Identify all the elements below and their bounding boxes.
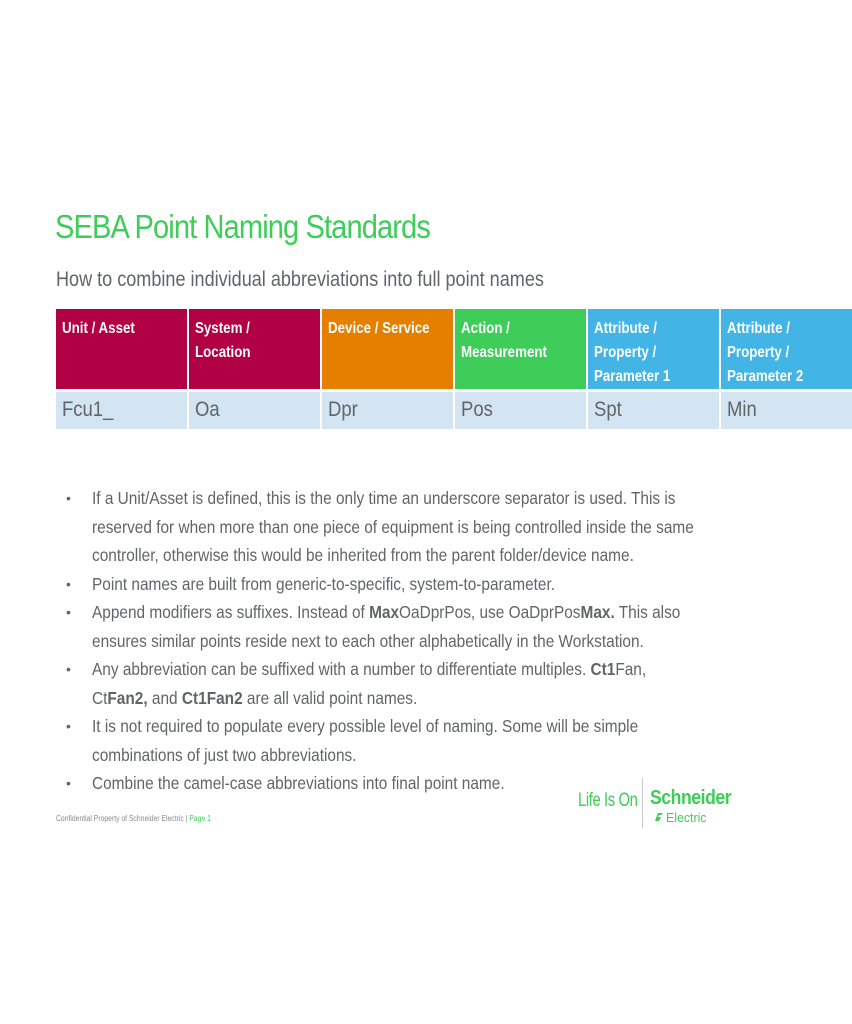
- table-cell: [588, 389, 721, 429]
- life-is-on-tagline: Life Is On: [578, 790, 638, 811]
- table-header-label: Attribute / Property / Parameter 1: [594, 320, 671, 385]
- schneider-wordmark: Schneider: [650, 787, 732, 809]
- table-header-label: Attribute / Property / Parameter 2: [727, 320, 804, 385]
- bullet-text-bold: Fan2,: [107, 687, 148, 708]
- list-item: [66, 598, 706, 655]
- table-cell: [322, 389, 455, 429]
- table-header-cell: [588, 309, 721, 389]
- bullet-text-run: OaDprPos, use OaDprPos: [399, 602, 581, 622]
- bullet-text: [92, 484, 699, 570]
- table-cell-value: Min: [727, 398, 757, 421]
- list-item: [66, 484, 706, 570]
- bullet-text-bold: Max.: [580, 602, 615, 622]
- table-header-cell: [56, 309, 189, 389]
- bullet-icon: •: [66, 490, 71, 506]
- bullet-text: [92, 712, 699, 769]
- list-item: [66, 655, 706, 712]
- bullet-text-run: If a Unit/Asset is defined, this is the only time an underscore separator is used. This is reserved for when more than one piece of equipment is being controlled inside the same controller, otherwise this would be inherited from the parent folder/device name.: [92, 488, 694, 565]
- bullet-text-bold: Ct1: [590, 659, 616, 679]
- table-header-cell: [721, 309, 852, 389]
- page-subtitle: How to combine individual abbreviations into full point names: [56, 268, 544, 291]
- table-header-label: Action / Measurement: [461, 320, 547, 361]
- bullet-icon: •: [66, 604, 71, 620]
- bullet-text: [92, 598, 699, 655]
- table-header-cell: [322, 309, 455, 389]
- table-cell-value: Oa: [195, 398, 220, 421]
- table-cell: [455, 389, 588, 429]
- table-header-label: System / Location: [195, 320, 251, 361]
- bullet-text-run: This also ensures similar points reside next to each other alphabetically in the Workstation.: [92, 602, 681, 651]
- bullet-text-run: Any abbreviation can be suffixed with a number to differentiate multiples.: [92, 659, 591, 679]
- list-item: [66, 570, 706, 599]
- bullet-icon: •: [66, 775, 71, 791]
- table-row: [56, 389, 852, 429]
- table-cell-value: Dpr: [328, 398, 358, 421]
- bullet-text-run: It is not required to populate every possible level of naming. Some will be simple combinations of just two abbreviations.: [92, 716, 639, 765]
- table-header-cell: [455, 309, 588, 389]
- bullet-text: [92, 655, 699, 712]
- bullet-list: [66, 484, 706, 798]
- bullet-text-run: Point names are built from generic-to-specific, system-to-parameter.: [92, 573, 556, 594]
- bullet-text-run: are all valid point names.: [242, 687, 418, 708]
- table-cell: [721, 389, 852, 429]
- footer-page-number: Page 1: [189, 814, 211, 823]
- table-header-label: Unit / Asset: [62, 320, 135, 337]
- logo-divider: [642, 778, 643, 828]
- bullet-icon: •: [66, 661, 71, 677]
- schneider-se-icon: [652, 810, 666, 824]
- table-cell-value: Spt: [594, 398, 622, 421]
- list-item: [66, 712, 706, 769]
- naming-table: [56, 309, 852, 429]
- bullet-text-run: Fan, Ct: [92, 659, 647, 708]
- footer: [56, 814, 211, 823]
- bullet-text-run: Append modifiers as suffixes. Instead of: [92, 602, 370, 622]
- bullet-text-bold: Max: [369, 602, 400, 622]
- bullet-text-run: and: [147, 687, 182, 708]
- footer-confidential: Confidential Property of Schneider Electric |: [56, 814, 190, 823]
- table-cell: [189, 389, 322, 429]
- table-cell-value: Pos: [461, 398, 493, 421]
- bullet-icon: •: [66, 718, 71, 734]
- bullet-text: [92, 570, 699, 599]
- table-cell: [56, 389, 189, 429]
- table-header-cell: [189, 309, 322, 389]
- bullet-text-run: Combine the camel-case abbreviations into final point name.: [92, 773, 505, 793]
- bullet-icon: •: [66, 575, 71, 592]
- bullet-text-bold: Ct1Fan2: [181, 687, 243, 708]
- brand-logo: [578, 778, 738, 834]
- page-title: SEBA Point Naming Standards: [55, 208, 430, 245]
- table-cell-value: Fcu1_: [62, 398, 114, 421]
- electric-wordmark: Electric: [666, 810, 707, 825]
- table-header-row: [56, 309, 852, 389]
- table-header-label: Device / Service: [328, 320, 430, 337]
